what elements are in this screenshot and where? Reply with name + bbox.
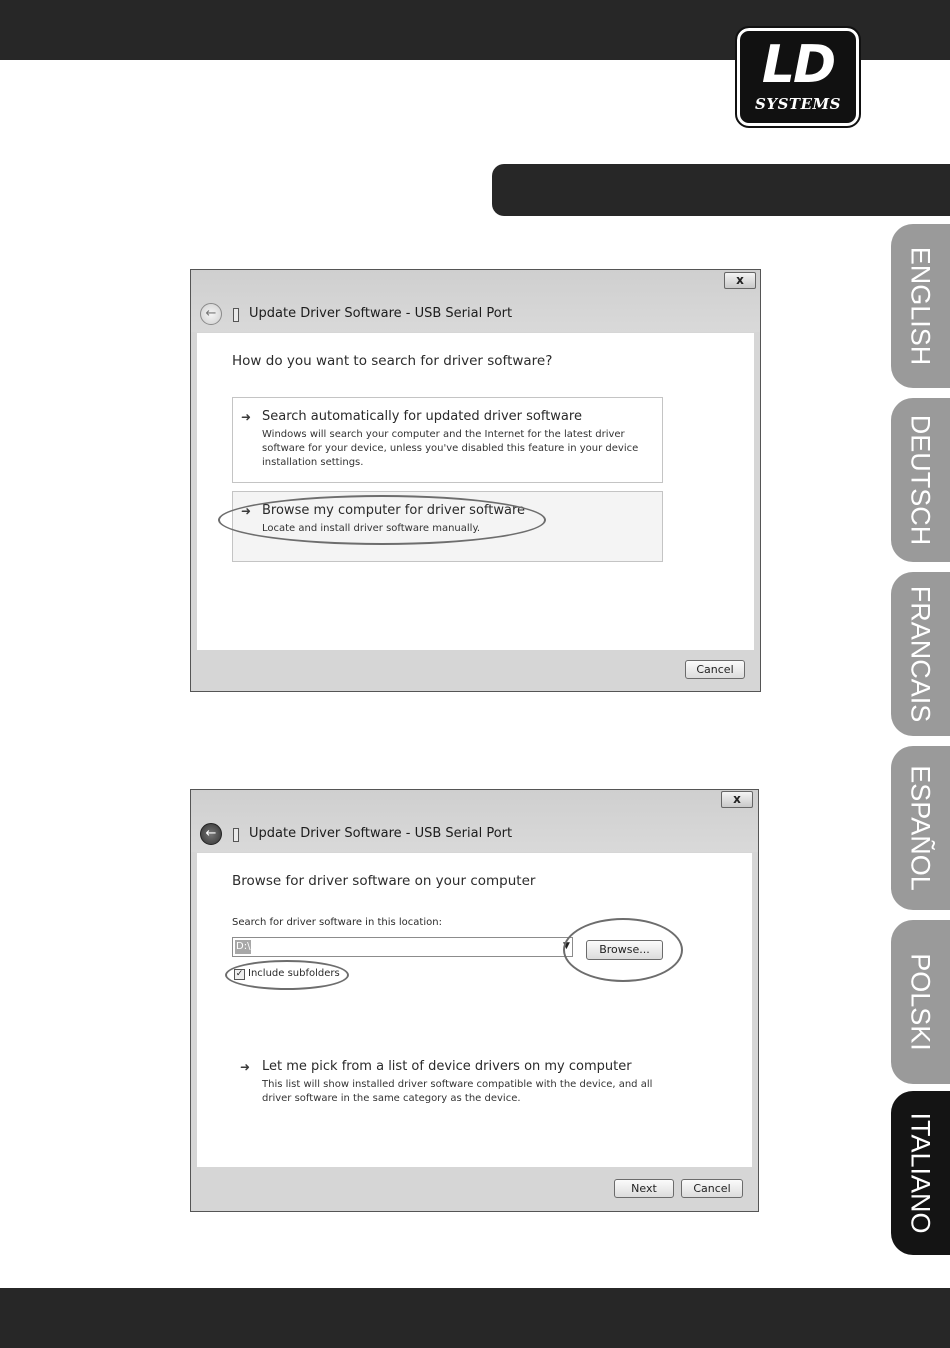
search-location-label: Search for driver software in this location: bbox=[232, 917, 442, 928]
next-button[interactable]: Next bbox=[614, 1179, 674, 1198]
tab-italiano[interactable] bbox=[891, 1091, 950, 1255]
dialog-title: Update Driver Software - USB Serial Port bbox=[249, 826, 513, 841]
search-automatically-option[interactable] bbox=[232, 397, 663, 483]
tab-espanol[interactable] bbox=[891, 746, 950, 910]
dialog-titlebar bbox=[191, 270, 760, 332]
update-driver-dialog-2 bbox=[190, 789, 759, 1212]
option-title: Let me pick from a list of device drivers on my computer bbox=[262, 1059, 632, 1074]
tab-english[interactable] bbox=[891, 224, 950, 388]
browse-computer-option[interactable] bbox=[232, 491, 663, 562]
dialog-content bbox=[197, 333, 754, 650]
tab-deutsch[interactable] bbox=[891, 398, 950, 562]
tab-italiano-label: ITALIANO bbox=[905, 1112, 936, 1234]
section-header-bar bbox=[492, 164, 950, 216]
dialog-heading: How do you want to search for driver software? bbox=[232, 353, 553, 369]
bottom-bar bbox=[0, 1288, 950, 1348]
option-title: Search automatically for updated driver software bbox=[262, 409, 582, 424]
tab-english-label: ENGLISH bbox=[905, 246, 936, 366]
pick-from-list-option[interactable] bbox=[232, 1058, 672, 1108]
cancel-button[interactable]: Cancel bbox=[685, 660, 745, 679]
dialog-titlebar bbox=[191, 790, 758, 852]
option-title: Browse my computer for driver software bbox=[262, 503, 525, 518]
dialog-heading: Browse for driver software on your computer bbox=[232, 873, 536, 889]
tab-francais-label: FRANCAIS bbox=[905, 585, 936, 723]
green-arrow-icon: ➜ bbox=[240, 1060, 251, 1074]
usb-device-icon bbox=[233, 828, 239, 842]
close-button[interactable]: x bbox=[721, 791, 753, 808]
browse-button[interactable]: Browse... bbox=[586, 940, 663, 960]
usb-device-icon bbox=[233, 308, 239, 322]
dialog-title: Update Driver Software - USB Serial Port bbox=[249, 306, 513, 321]
update-driver-dialog-1 bbox=[190, 269, 761, 692]
driver-path-input[interactable] bbox=[232, 937, 573, 957]
dialog-content bbox=[197, 853, 752, 1167]
logo-sub-text: SYSTEMS bbox=[755, 95, 841, 113]
tab-polski-label: POLSKI bbox=[905, 953, 936, 1051]
option-description: Locate and install driver software manually. bbox=[262, 523, 481, 534]
option-description: This list will show installed driver software compatible with the device, and all driver software in the same category as the device. bbox=[262, 1079, 653, 1104]
back-arrow-icon[interactable]: ← bbox=[200, 823, 222, 845]
back-arrow-icon[interactable]: ← bbox=[200, 303, 222, 325]
tab-francais[interactable] bbox=[891, 572, 950, 736]
green-arrow-icon: ➜ bbox=[241, 504, 252, 518]
tab-espanol-label: ESPAÑOL bbox=[905, 765, 936, 891]
tab-deutsch-label: DEUTSCH bbox=[905, 414, 936, 546]
include-subfolders-checkbox[interactable]: ✓ bbox=[235, 969, 244, 979]
include-subfolders-label: Include subfolders bbox=[248, 968, 340, 979]
option-description: Windows will search your computer and the Internet for the latest driver software for your device, unless you've disabled this feature in your device installation settings. bbox=[262, 429, 639, 468]
tab-polski[interactable] bbox=[891, 920, 950, 1084]
path-dropdown-icon[interactable]: ▼ bbox=[563, 941, 570, 951]
ld-systems-logo bbox=[737, 28, 859, 126]
logo-main-text: LD bbox=[761, 35, 835, 95]
driver-path-value: D:\ bbox=[236, 941, 251, 952]
green-arrow-icon: ➜ bbox=[241, 410, 252, 424]
close-button[interactable]: x bbox=[724, 272, 756, 289]
cancel-button[interactable]: Cancel bbox=[681, 1179, 743, 1198]
